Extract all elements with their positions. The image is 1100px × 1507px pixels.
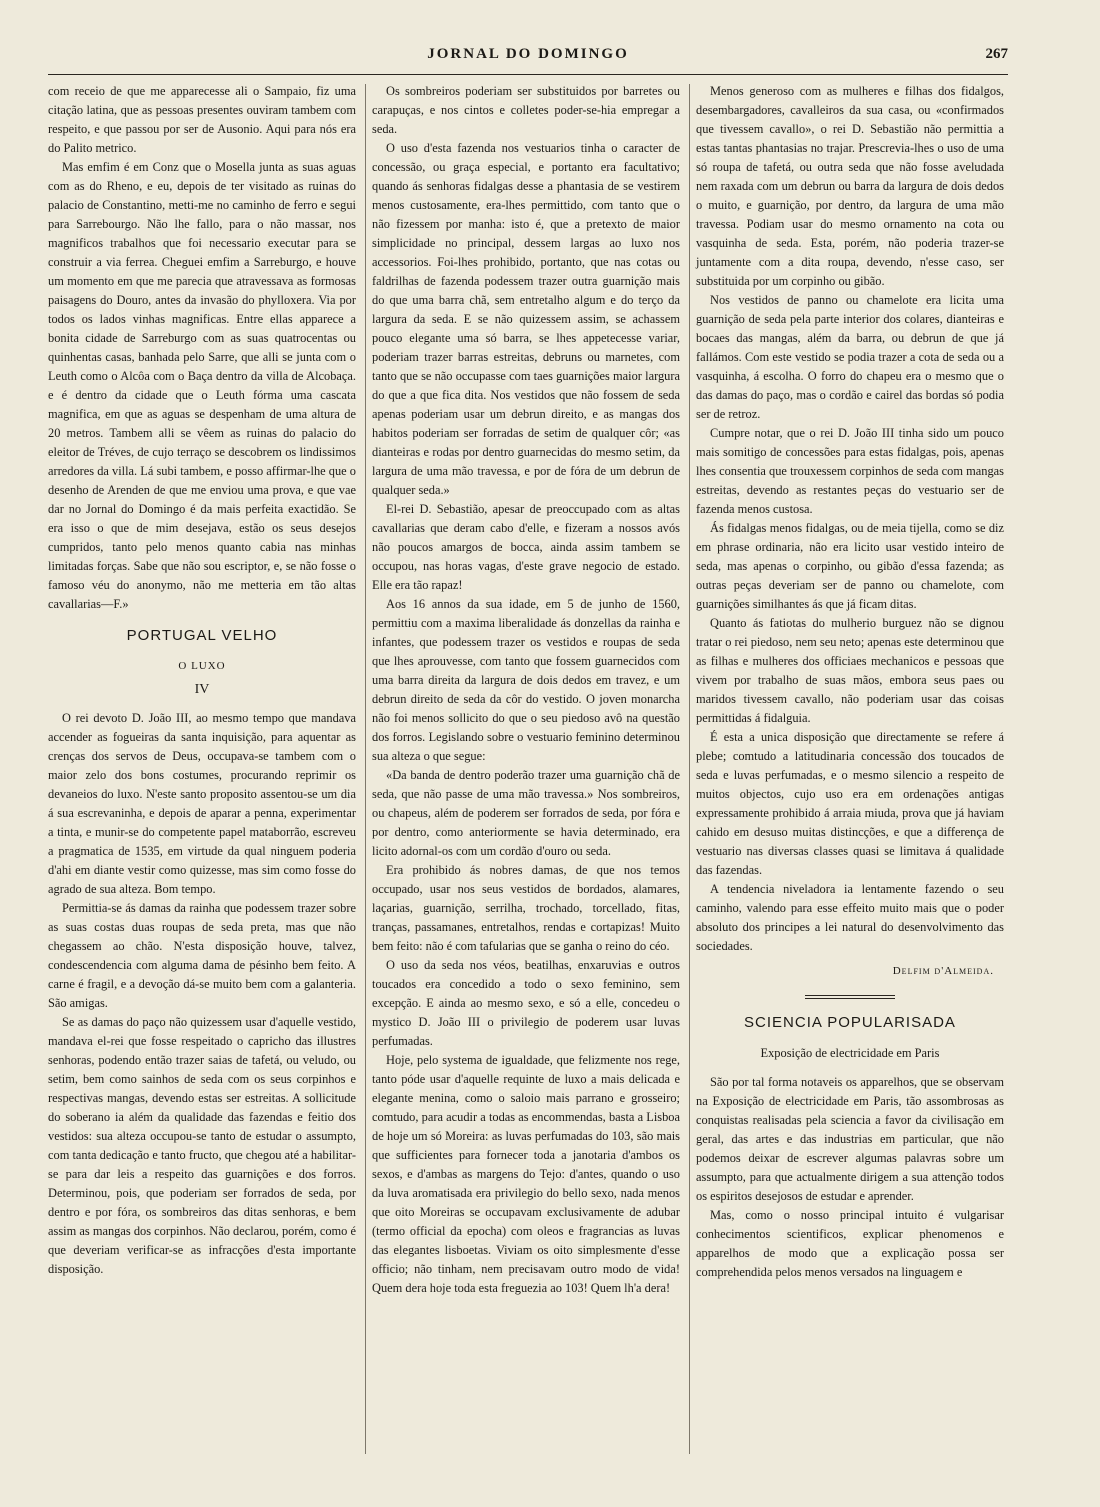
page-number: 267 (985, 46, 1008, 62)
paragraph: Era prohibido ás nobres damas, de que nos temos occupado, usar nos seus vestidos de bordados, alamares, laçarias, guarnição, serrilha, trochado, torcellado, fitas, tranças, passamanes, entretalhos, rendas e cortapizas! Muito bem feito: não é com tafularias que se ganha o reino do céo. (372, 863, 680, 953)
paragraph: Hoje, pelo systema de igualdade, que felizmente nos rege, tanto póde usar d'aquelle requinte de luxo a mais delicada e elegante menina, como o saloio mais parrano e grosseiro; comtudo, para acudir a todas as encommendas, basta a Lisboa de hoje um só Moreira: as luvas perfumadas do 103, são mais que sufficientes para fornecer toda a janotaria d'ambos os sexos, e d'ambas as margens do Tejo: d'antes, quando o uso da luva aromatisada era privilegio do bello sexo, nada menos que oito Moreiras se occupavam exclusivamente de adubar (termo official da epocha) com oleos e fragrancias as luvas das elegantes lisboetas. Viviam os oito simplesmente d'esse officio; não tinham, nem precisavam outro modo de vida! Quem dera hoje toda esta freguezia ao 103! Quem lh'a dera! (372, 1053, 680, 1295)
paragraph: Mas, como o nosso principal intuito é vulgarisar conhecimentos scientificos, explicar phenomenos e apparelhos de modo que a explicação possa ser comprehendida pelos menos versados na linguagem e (696, 1208, 1004, 1279)
quote-paragraph: «Da banda de dentro poderão trazer uma guarnição chã de seda, que não passe de uma mão travessa.» Nos sombreiros, ou chapeus, além de poderem ser forrados de seda, por fóra e por dentro, como anteriormente se havia determinado, era licito adornal-os com um cordão d'ouro ou seda. (372, 768, 680, 858)
paragraph: O rei devoto D. João III, ao mesmo tempo que mandava accender as fogueiras da santa inquisição, para aquentar as crenças dos servos de Deus, occupava-se tambem com o maior zelo dos bons costumes, procurando reprimir os devaneios do luxo. N'este santo proposito assentou-se um dia á sua escrevaninha, e depois de aparar a penna, experimentar a tinta, e munir-se do competente papel mataborrão, escreveu a pragmatica de 1535, em virtude da qual ninguem poderia d'ahi em diante vestir como quizesse, mas sim como fosse do agrado de sua alteza. Bom tempo. (48, 711, 356, 896)
running-title: JORNAL DO DOMINGO (427, 46, 629, 62)
paragraph: Cumpre notar, que o rei D. João III tinha sido um pouco mais somitigo de concessões para estas fidalgas, pois, apenas lhes consentia que trouxessem corpinhos de seda com mangas estreitas, devendo as restantes peças do vestuario ser de fazenda menos custosa. (696, 426, 1004, 516)
paragraph: O uso da seda nos véos, beatilhas, enxaruvias e outros toucados era concedido a todo o sexo feminino, sem excepção. E ainda ao mesmo sexo, e só a elle, concedeu o mystico D. João III o privilegio de poderem usar luvas perfumadas. (372, 958, 680, 1048)
paragraph: Quanto ás fatiotas do mulherio burguez não se dignou tratar o rei piedoso, nem seu neto; apenas este determinou que as filhas e mulheres dos officiaes mechanicos e pessoas que vivem por trabalho de suas mãos, embora seus paes ou maridos tivessem cavallo, não poderiam usar das coisas permittidas á fidalguia. (696, 616, 1004, 725)
column-divider (365, 84, 366, 1454)
article-subheading: O LUXO (178, 660, 226, 672)
paragraph: É esta a unica disposição que directamente se refere á plebe; comtudo a latitudinaria concessão dos toucados de seda e luvas perfumadas, e o mesmo silencio a respeito de muitos objectos, cujo uso era em ordenações antigas expressamente prohibido á arraia miuda, prova que já haviam cahido em desuso muitas distincções, e que a differença de vestuario nas diversas classes quasi se limitava á qualidade das fazendas. (696, 730, 1004, 877)
article-subheading: Exposição de electricidade em Paris (760, 1046, 940, 1060)
paragraph: Ás fidalgas menos fidalgas, ou de meia tijella, como se diz em phrase ordinaria, não era licito usar vestido inteiro de seda, mas apenas o corpinho, ou gibão d'essa fazenda; as outras peças deveriam ser de panno ou chamelote, com guarnições similhantes ás que já ficam ditas. (696, 521, 1004, 611)
article-heading: PORTUGAL VELHO (126, 627, 278, 644)
paragraph: Nos vestidos de panno ou chamelote era licita uma guarnição de seda pela parte interior dos colares, dianteiras e bocaes das mangas, além da barra, ou debrun de que já fallámos. Com este vestido se podia trazer a cota de seda ou a vasquinha, á escolha. O forro do chapeu era o mesmo que o das damas do paço, mas o cordão e cairel das bordas só podia ser de retroz. (696, 293, 1004, 421)
section-divider (805, 995, 895, 999)
masthead (48, 44, 1008, 75)
paragraph: São por tal forma notaveis os apparelhos, que se observam na Exposição de electricidade em Paris, tão assombrosas as conquistas realisadas pela sciencia a favor da civilisação em geral, das artes e das industrias em particular, que não podemos deixar de escrever algumas palavras sobre um assumpto, para que actualmente dirigem a sua attenção todos os espiritos desejosos de estudar e aprender. (696, 1075, 1004, 1203)
paragraph: Os sombreiros poderiam ser substituidos por barretes ou carapuças, e nos cintos e colletes poder-se-hia empregar a seda. (372, 84, 680, 136)
paragraph: El-rei D. Sebastião, apesar de preoccupado com as altas cavallarias que deram cabo d'elle, e fizeram a nossos avós não poucos amargos de bocca, ainda assim tambem se occupou, nas horas vagas, d'este grave negocio de estado. Elle era tão rapaz! (372, 502, 680, 592)
author-signature: Delfim d'Almeida. (892, 965, 994, 977)
paragraph: Permittia-se ás damas da rainha que podessem trazer sobre as suas costas duas roupas de seda preta, mas que não chegassem ao chão. N'esta disposição houve, talvez, condescendencia com alguma dama de pésinho bem feito. A carne é fragil, e a devoção dá-se muito bem com a galanteria. São amigas. (48, 901, 356, 1010)
column-2 (372, 82, 680, 1298)
paragraph: com receio de que me apparecesse ali o Sampaio, fiz uma citação latina, que as pessoas presentes ouviram tambem com respeito, e que passou por ser de Ausonio. Aqui para nós era do Palito metrico. (48, 84, 356, 155)
column-3 (696, 82, 1004, 1282)
paragraph: Se as damas do paço não quizessem usar d'aquelle vestido, mandava el-rei que fosse respeitado o capricho das illustres senhoras, podendo então trazer saias de tafetá, ou veludo, ou setim, bem como sainhos de seda com os seus corpinhos e respectivas mangas, devendo estas ser estreitas. A sollicitude do soberano ia além da qualidade das fazendas e feitio dos vestidos: sua alteza occupou-se tanto de estudar o assumpto, com tanta dedicação e tanto fructo, que chegou até a habilitar-se para dar leis a respeito das guarnições e dos forros. Determinou, pois, que poderiam ser forrados de seda, por dentro e por fóra, os sombreiros das ditas senhoras, e bem assim as mangas dos corpinhos. Não declarou, porém, como é que deveriam verificar-se as infracções d'esta importante disposição. (48, 1015, 356, 1276)
paragraph: Aos 16 annos da sua idade, em 5 de junho de 1560, permittiu com a maxima liberalidade ás donzellas da rainha e infantes, que podessem trazer os vestidos e roupas de seda que lhes aprouvesse, com tanto que fossem guarnecidos com uma barra direita da largura de dois dedos em travez, e um debrun direito de seda da côr do vestido. O joven monarcha não foi menos sollicito do que o seu piedoso avô na questão dos forros. Legislando sobre o vestuario feminino determinou sua alteza o que segue: (372, 597, 680, 763)
section-numeral: IV (194, 682, 210, 697)
paragraph: Menos generoso com as mulheres e filhas dos fidalgos, desembargadores, cavalleiros da sua casa, ou «confirmados que tivessem cavallo», o rei D. Sebastião não permittia a estas tantas phantasias no trajar. Prescrevia-lhes o uso de uma só roupa de tafetá, ou outra seda que não fosse aveludada nem raxada com um debrun ou barra da largura de dois dedos o muito, e guarnição, por dentro, da largura de uma mão travessa. Podiam usar do mesmo ornamento na cota ou vasquinha de seda. Esta, porém, não poderia trazer-se juntamente com a dita roupa, devendo, n'esse caso, ser substituida por um corpinho ou gibão. (696, 84, 1004, 288)
paragraph: A tendencia niveladora ia lentamente fazendo o seu caminho, valendo para esse effeito muito mais que o poder absoluto dos principes a lei natural do desenvolvimento das sociedades. (696, 882, 1004, 953)
paragraph: Mas emfim é em Conz que o Mosella junta as suas aguas com as do Rheno, e eu, depois de ter visitado as ruinas do palacio de Constantino, metti-me no caminho de ferro e segui para Sarrebourgo. Não lhe fallo, para o não massar, nos magnificos trabalhos que foi necessario executar para se construir a via ferrea. Cheguei emfim a Sarreburgo, e houve um momento em que me parecia que atravessava as formosas paisagens do Douro, antes da invasão do phylloxera. Via por todos os lados vinhas magnificas. Entre ellas apparece a bonita cidade de Sarreburgo com as suas quatrocentas ou quinhentas casas, banhada pelo Sarre, que alli se junta com o Leuth como o Alcôa com o Baça dentro da villa de Alcobaça. e é dentro da cidade que o Leuth fórma uma cascata magnifica, em que as aguas se despenham de uma altura de 20 metros. Tambem alli se vêem as ruinas do palacio do eleitor de Tréves, de cujo terraço se descobrem os lindissimos arredores da villa. Lá subi tambem, e posso affirmar-lhe que o desenho de Arenden de que me enviou uma prova, e que vae dar no Jornal do Domingo é da mais perfeita exactidão. Se era isso o que de mim desejava, estão os seus desejos cumpridos, tanto pelo menos quanto cabia nas minhas limitadas forças. Sabe que não sou escriptor, e, se não fosse o famoso véu do anonymo, não me metteria em tão altas cavallarias—F.» (48, 160, 356, 611)
paragraph: O uso d'esta fazenda nos vestuarios tinha o caracter de concessão, ou graça especial, e portanto era facultativo; quando ás senhoras fidalgas desse a phantasia de se vestirem menos custosamente, era-lhes permittido, com tanto que o não fizessem por manha: isto é, que a pretexto de maior simplicidade no principal, dessem largas ao luxo nos accessorios. Foi-lhes prohibido, portanto, que nas cotas ou faldrilhas de fazenda podessem trazer outra guarnição mais do que uma barra chã, sem entretalho algum e do terço da largura da seda. E se não quizessem assim, se achassem pouco elegante uma só barra, se lhes appetecesse variar, poderiam trazer barras estreitas, debruns ou marnetes, com tanto que se não occupasse com taes guarnições maior largura do que a que fica dita. Nos vestidos que não fossem de seda apenas poderiam usar um debrun direito, e as mangas dos habitos poderiam ser forradas de setim de qualquer côr; «as dianteiras e rodas por dentro guarnecidas do mesmo setim, da largura de uma mão travessa, e por de fóra de um debrun de qualquer seda.» (372, 141, 680, 497)
article-heading: SCIENCIA POPULARISADA (744, 1014, 956, 1031)
column-1 (48, 82, 356, 1279)
column-divider (689, 84, 690, 1454)
